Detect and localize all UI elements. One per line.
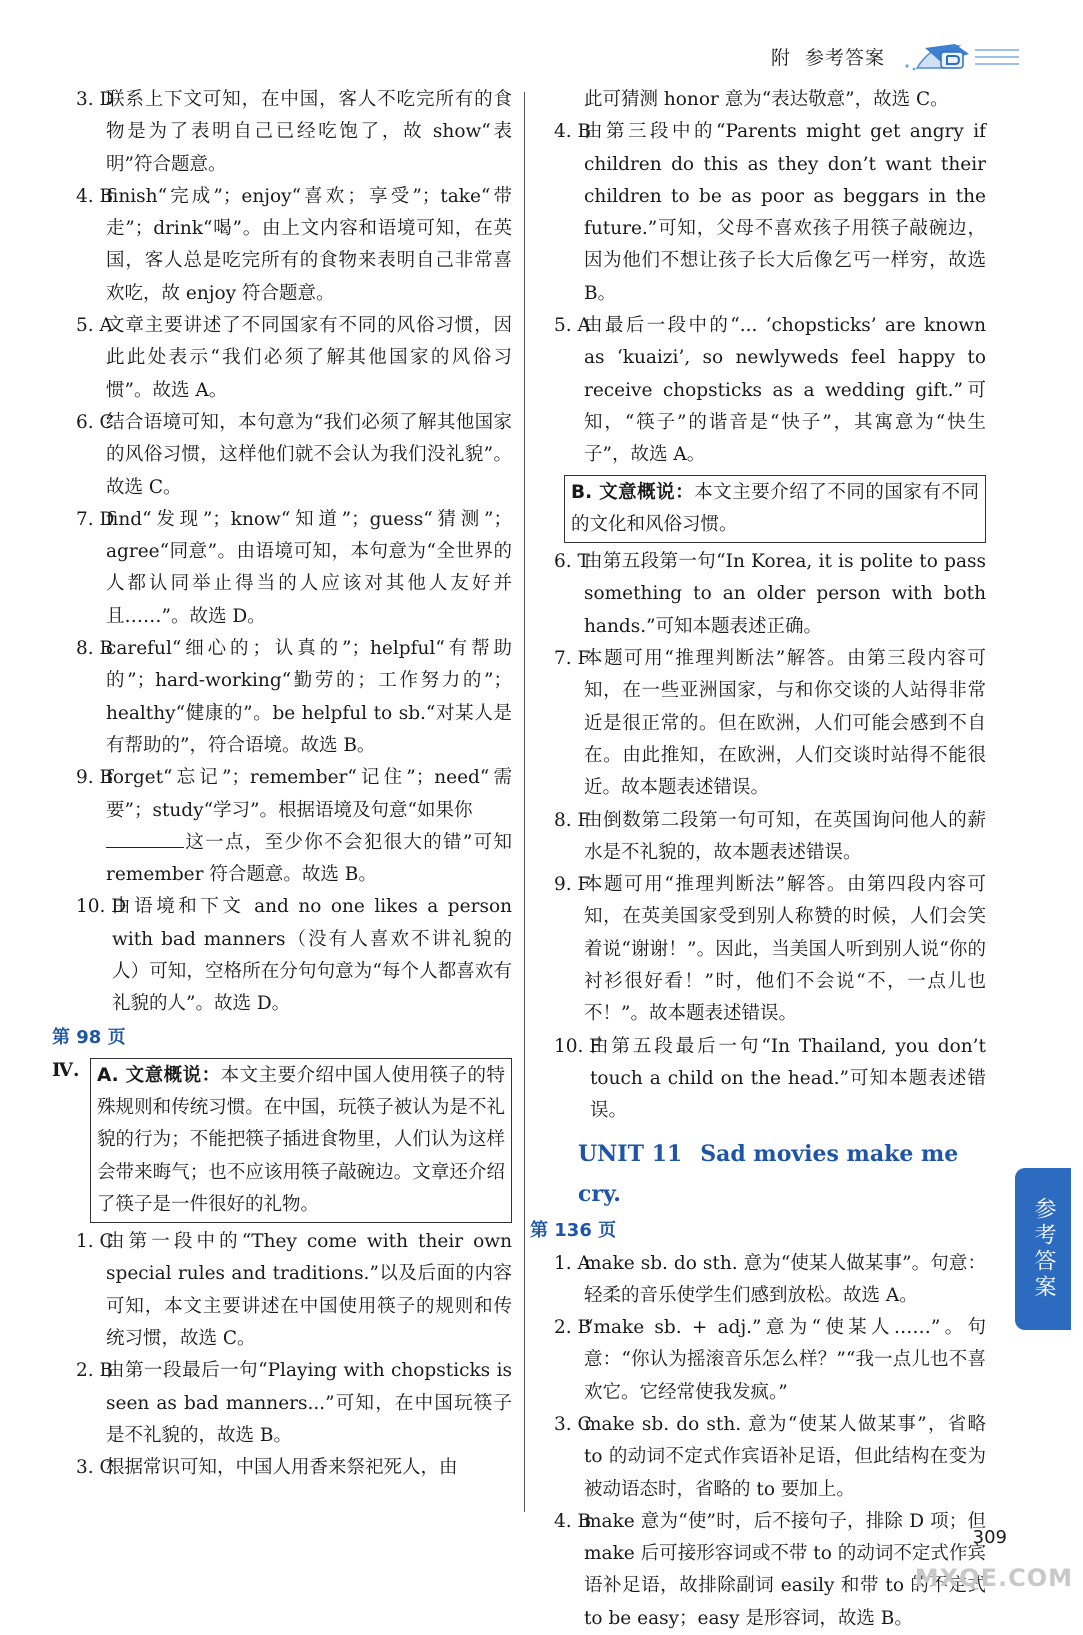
answer-text: 由第一段中的“They come with their own special rules and traditions.”以及后面的内容可知，本文主要讲述在中国使用筷子的规则和传统习惯，故选 C。	[106, 1231, 512, 1349]
answer-number: 4. B	[76, 185, 114, 207]
page-reference: 第 136 页	[530, 1219, 617, 1241]
appendix-label: 附	[770, 46, 791, 69]
left-column	[52, 84, 512, 1484]
summary-label: A. 文意概说：	[97, 1064, 221, 1086]
answer-text: “make sb. + adj.”意为“使某人……”。句意：“你认为摇滚音乐怎么样？”“我一点儿也不喜欢它。它经常使我发疯。”	[584, 1317, 986, 1403]
answer-text-continued: 这一点，至少你不会犯很大的错”可知 remember 符合题意。故选 B。	[106, 831, 512, 886]
continued-text: 此可猜测 honor 意为“表达敬意”，故选 C。	[584, 89, 949, 110]
answer-text: 文章主要讲述了不同国家有不同的风俗习惯，因此此处表示“我们必须了解其他国家的风俗习惯”。故选 A。	[106, 315, 512, 401]
answer-number: 10. F	[554, 1035, 603, 1057]
answer-text: 由语境和下文 and no one likes a person with bad manners（没有人喜欢不讲礼貌的人）可知，空格所在分句句意为“每个人都喜欢有礼貌的人”。故选 D。	[112, 896, 512, 1015]
summary-text: 本文主要介绍中国人使用筷子的特殊规则和传统习惯。在中国，玩筷子被认为是不礼貌的行为；不能把筷子插进食物里，人们认为这样会带来晦气；也不应该用筷子敲碗边。文章还介绍了筷子是一件很好的礼物。	[97, 1064, 505, 1215]
answer-item	[76, 1355, 512, 1452]
answer-number: 10. D	[76, 896, 127, 918]
answers-title: 参考答案	[804, 46, 885, 69]
answer-item	[554, 643, 986, 804]
answers-side-tab	[1015, 1168, 1071, 1330]
unit-name: UNIT 11	[578, 1140, 683, 1167]
answer-number: 4. B	[554, 1510, 592, 1532]
answer-text: 由倒数第二段第一句可知，在英国询问他人的薪水是不礼貌的，故本题表述错误。	[584, 809, 986, 863]
answer-text: make sb. do sth. 意为“使某人做某事”。句意：轻柔的音乐使学生们感到放松。故选 A。	[584, 1252, 986, 1306]
summary-label: B. 文意概说：	[571, 481, 695, 503]
page-reference: 第 98 页	[52, 1026, 126, 1048]
answer-number: 2. B	[76, 1360, 114, 1382]
answer-number: 3. C	[554, 1413, 592, 1435]
answer-text: 由第五段最后一句“In Thailand, you don’t touch a child on the head.”可知本题表述错误。	[590, 1035, 986, 1122]
section-roman-numeral: Ⅳ.	[52, 1059, 80, 1081]
answer-item	[554, 1312, 986, 1409]
answer-item	[76, 633, 512, 762]
column-divider	[524, 92, 525, 1512]
answer-number: 5. A	[76, 315, 113, 337]
answer-number: 3. D	[76, 89, 115, 110]
page-header	[771, 38, 1023, 74]
summary-box	[90, 1058, 512, 1223]
answer-text: 本题可用“推理判断法”解答。由第三段内容可知，在一些亚洲国家，与和你交谈的人站得非常近是很正常的。但在欧洲，人们可能会感到不自在。由此推知，在欧洲，人们交谈时站得不能很近。故本题表述错误。	[584, 648, 986, 799]
answer-item	[76, 407, 512, 504]
answer-number: 9. F	[554, 874, 591, 896]
answer-number: 1. C	[76, 1231, 114, 1253]
answer-text: make sb. do sth. 意为“使某人做某事”，省略 to 的动词不定式作宾语补足语，但此结构在变为被动语态时，省略的 to 要加上。	[584, 1413, 986, 1500]
answer-number: 4. B	[554, 121, 592, 143]
answer-text: 联系上下文可知，在中国，客人不吃完所有的食物是为了表明自己已经吃饱了，故 show“表明”符合题意。	[106, 89, 512, 175]
summary-box	[564, 475, 986, 544]
fill-in-blank	[106, 827, 184, 848]
answer-item	[554, 1031, 986, 1128]
answer-text: 本题可用“推理判断法”解答。由第四段内容可知，在英美国家受到别人称赞的时候，人们会笑着说“谢谢！”。因此，当美国人听到别人说“你的衬衫很好看！”时，他们不会说“不，一点儿也不！”。故本题表述错误。	[584, 874, 986, 1025]
answer-text: 由第一段最后一句“Playing with chopsticks is seen as bad manners...”可知，在中国玩筷子是不礼貌的，故选 B。	[106, 1360, 512, 1446]
answer-number: 2. B	[554, 1317, 592, 1339]
answer-number: 8. B	[76, 638, 114, 660]
answer-number: 8. F	[554, 809, 591, 831]
answer-text: find“发现”；know“知道”；guess“猜测”；agree“同意”。由语境可知，本句意为“全世界的人都认同举止得当的人应该对其他人友好并且……”。故选 D。	[106, 508, 512, 627]
answer-number: 1. A	[554, 1252, 591, 1274]
answer-text: 结合语境可知，本句意为“我们必须了解其他国家的风俗习惯，这样他们就不会认为我们没礼貌”。故选 C。	[106, 411, 512, 498]
page-number: 309	[972, 1527, 1007, 1548]
answer-text: 根据常识可知，中国人用香来祭祀死人，由	[106, 1457, 458, 1479]
answer-item	[554, 805, 986, 870]
answer-item	[554, 310, 986, 471]
answer-item	[554, 1409, 986, 1506]
unit-heading	[578, 1134, 986, 1214]
answer-number: 7. D	[76, 508, 115, 530]
answer-item	[76, 762, 512, 891]
unit-title: Sad movies make me cry.	[578, 1140, 959, 1207]
answer-number: 9. B	[76, 767, 114, 789]
answer-number: 6. T	[554, 551, 590, 573]
answer-text: 由最后一段中的“... ‘chopsticks’ are known as ‘kuaizi’, so newlyweds feel happy to receive chopsticks as a wedding gift.”可知，“筷子”的谐音是“快子”，其寓意为“快生子”，故选 A。	[584, 315, 986, 466]
right-column	[530, 84, 986, 1635]
answer-number: 6. C	[76, 411, 114, 433]
answer-text: finish“完成”；enjoy“喜欢；享受”；take“带走”；drink“喝”。由上文内容和语境可知，在英国，客人总是吃完所有的食物来表明自己非常喜欢吃，故 enjoy 符合题意。	[106, 185, 512, 304]
section-iv	[52, 1055, 512, 1226]
answer-item	[76, 504, 512, 633]
answer-item	[76, 1226, 512, 1355]
answer-number: 3. C	[76, 1457, 114, 1479]
answer-number: 5. A	[554, 315, 591, 337]
answer-item	[554, 116, 986, 310]
answer-text: 由第三段中的“Parents might get angry if children do this as they don’t want their children to be as poor as beggars in the future.”可知，父母不喜欢孩子用筷子敲碗边，因为他们不想让孩子长大后像乞丐一样穷，故选 B。	[584, 121, 986, 304]
answer-item	[554, 1248, 986, 1313]
answer-item	[554, 546, 986, 643]
answer-item	[76, 84, 512, 181]
answer-item	[554, 869, 986, 1030]
answer-item	[76, 891, 512, 1020]
answer-number: 7. F	[554, 648, 591, 670]
answer-text: careful“细心的；认真的”；helpful“有帮助的”；hard-working“勤劳的；工作努力的”；healthy“健康的”。be helpful to sb.“对某人是有帮助的”，符合语境。故选 B。	[106, 638, 512, 756]
side-tab-label: 参考答案	[1031, 1197, 1056, 1301]
answer-text: 由第五段第一句“In Korea, it is polite to pass something to an older person with both hands.”可知本题表述正确。	[584, 551, 986, 637]
header-label	[771, 43, 885, 70]
answer-item	[76, 1452, 512, 1484]
watermark: MXQE.COM	[914, 1564, 1073, 1592]
answer-item	[76, 181, 512, 310]
answer-text: forget“忘记”；remember“记住”；need“需要”；study“学习”。根据语境及句意“如果你	[106, 767, 512, 821]
answer-item	[76, 310, 512, 407]
summary-text: 本文主要介绍了不同的国家有不同的文化和风俗习惯。	[571, 481, 979, 535]
answer-text: make 意为“使”时，后不接句子，排除 D 项；但 make 后可接形容词或不带 to 的动词不定式作宾语补足语，故排除副词 easily 和带 to 的不定式 to be easy；easy 是形容词，故选 B。	[584, 1510, 986, 1629]
book-logo-icon	[903, 38, 1023, 74]
